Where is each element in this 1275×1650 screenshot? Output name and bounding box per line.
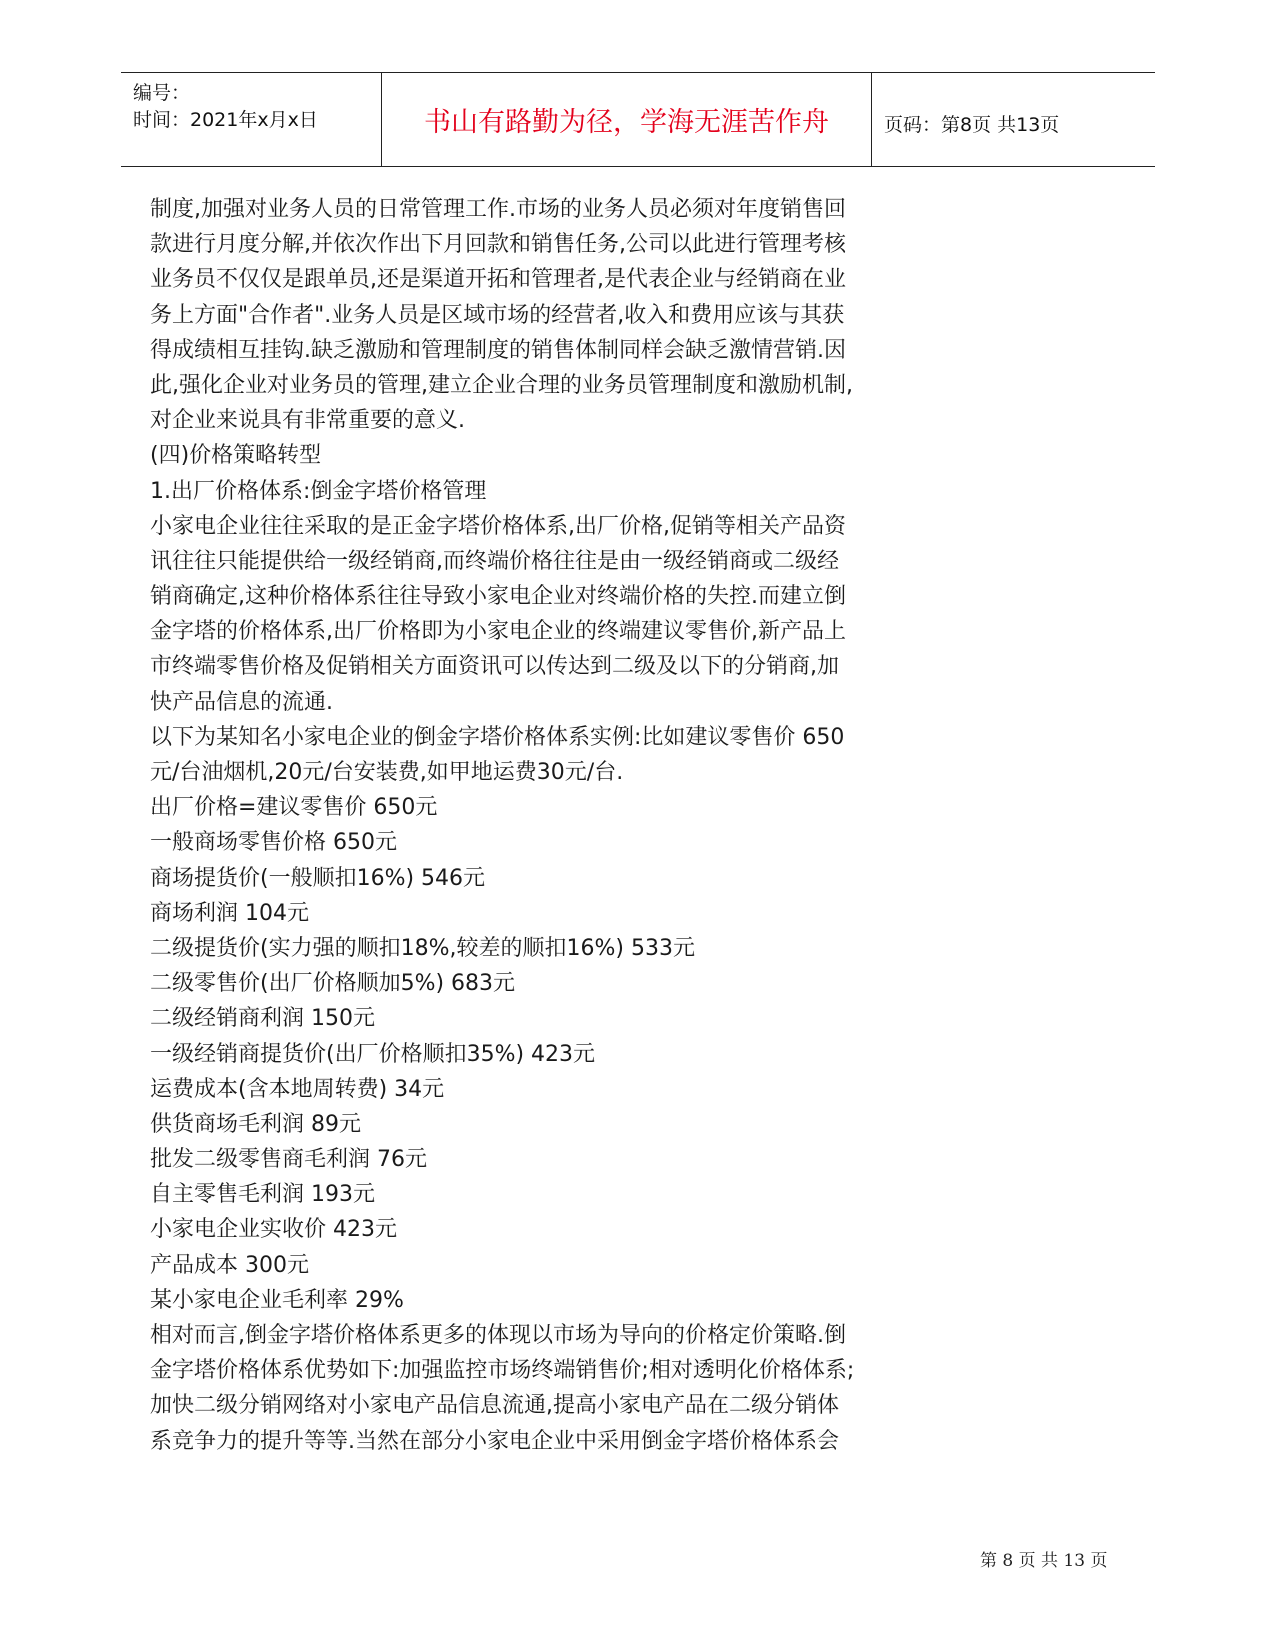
body-line: 对企业来说具有非常重要的意义.: [150, 408, 465, 434]
body-line: 系竞争力的提升等等.当然在部分小家电企业中采用倒金字塔价格体系会: [150, 1428, 839, 1454]
body-line: 某小家电企业毛利率 29%: [150, 1287, 404, 1313]
header-info-cell: [121, 73, 382, 166]
body-line: 小家电企业往往采取的是正金字塔价格体系,出厂价格,促销等相关产品资: [150, 513, 846, 539]
body-line: 1.出厂价格体系:倒金字塔价格管理: [150, 478, 487, 504]
body-line: 加快二级分销网络对小家电产品信息流通,提高小家电产品在二级分销体: [150, 1393, 839, 1419]
body-line: 业务员不仅仅是跟单员,还是渠道开拓和管理者,是代表企业与经销商在业: [150, 267, 846, 293]
body-line: 此,强化企业对业务员的管理,建立企业合理的业务员管理制度和激励机制,: [150, 372, 853, 398]
document-time-label: 时间：2021年x月x日: [133, 109, 318, 131]
header-motto-cell: [382, 73, 872, 166]
body-line: 出厂价格=建议零售价 650元: [150, 795, 438, 821]
body-line: 小家电企业实收价 423元: [150, 1217, 397, 1243]
document-code-label: 编号：: [133, 82, 191, 104]
body-line: 金字塔价格体系优势如下:加强监控市场终端销售价;相对透明化价格体系;: [150, 1358, 855, 1384]
body-line: 二级提货价(实力强的顺扣18%,较差的顺扣16%) 533元: [150, 935, 695, 961]
body-line: 自主零售毛利润 193元: [150, 1182, 375, 1208]
body-line: 款进行月度分解,并依次作出下月回款和销售任务,公司以此进行管理考核: [150, 232, 846, 258]
body-line: 批发二级零售商毛利润 76元: [150, 1147, 427, 1173]
body-line: 二级经销商利润 150元: [150, 1006, 375, 1032]
body-line: 金字塔的价格体系,出厂价格即为小家电企业的终端建议零售价,新产品上: [150, 619, 846, 645]
body-line: 供货商场毛利润 89元: [150, 1111, 361, 1137]
body-line: 制度,加强对业务人员的日常管理工作.市场的业务人员必须对年度销售回: [150, 197, 846, 222]
body-line: 得成绩相互挂钩.缺乏激励和管理制度的销售体制同样会缺乏激情营销.因: [150, 337, 846, 363]
header-page-cell: [872, 73, 1155, 166]
body-line: 务上方面"合作者".业务人员是区域市场的经营者,收入和费用应该与其获: [150, 302, 845, 328]
body-line: 快产品信息的流通.: [150, 689, 333, 715]
body-line: 销商确定,这种价格体系往往导致小家电企业对终端价格的失控.而建立倒: [150, 584, 846, 610]
body-line: 市终端零售价格及促销相关方面资讯可以传达到二级及以下的分销商,加: [150, 654, 839, 680]
page-footer: 第 8 页 共 13 页: [980, 1551, 1108, 1571]
body-line: 商场利润 104元: [150, 900, 309, 926]
body-line: 相对而言,倒金字塔价格体系更多的体现以市场为导向的价格定价策略.倒: [150, 1323, 846, 1348]
body-line: 产品成本 300元: [150, 1252, 309, 1278]
body-line: (四)价格策略转型: [150, 443, 322, 469]
document-body: [150, 192, 970, 1459]
body-line: 一般商场零售价格 650元: [150, 830, 397, 856]
body-line: 以下为某知名小家电企业的倒金字塔价格体系实例:比如建议零售价 650: [150, 724, 845, 750]
body-line: 运费成本(含本地周转费) 34元: [150, 1076, 445, 1102]
body-line: 二级零售价(出厂价格顺加5%) 683元: [150, 971, 516, 997]
body-line: 一级经销商提货价(出厂价格顺扣35%) 423元: [150, 1041, 596, 1067]
page-header: [121, 72, 1155, 167]
header-motto: 书山有路勤为径，学海无涯苦作舟: [424, 107, 829, 138]
body-line: 元/台油烟机,20元/台安装费,如甲地运费30元/台.: [150, 760, 624, 785]
header-page-number: 页码：第8页 共13页: [884, 114, 1060, 136]
body-line: 商场提货价(一般顺扣16%) 546元: [150, 865, 486, 891]
body-line: 讯往往只能提供给一级经销商,而终端价格往往是由一级经销商或二级经: [150, 548, 839, 574]
